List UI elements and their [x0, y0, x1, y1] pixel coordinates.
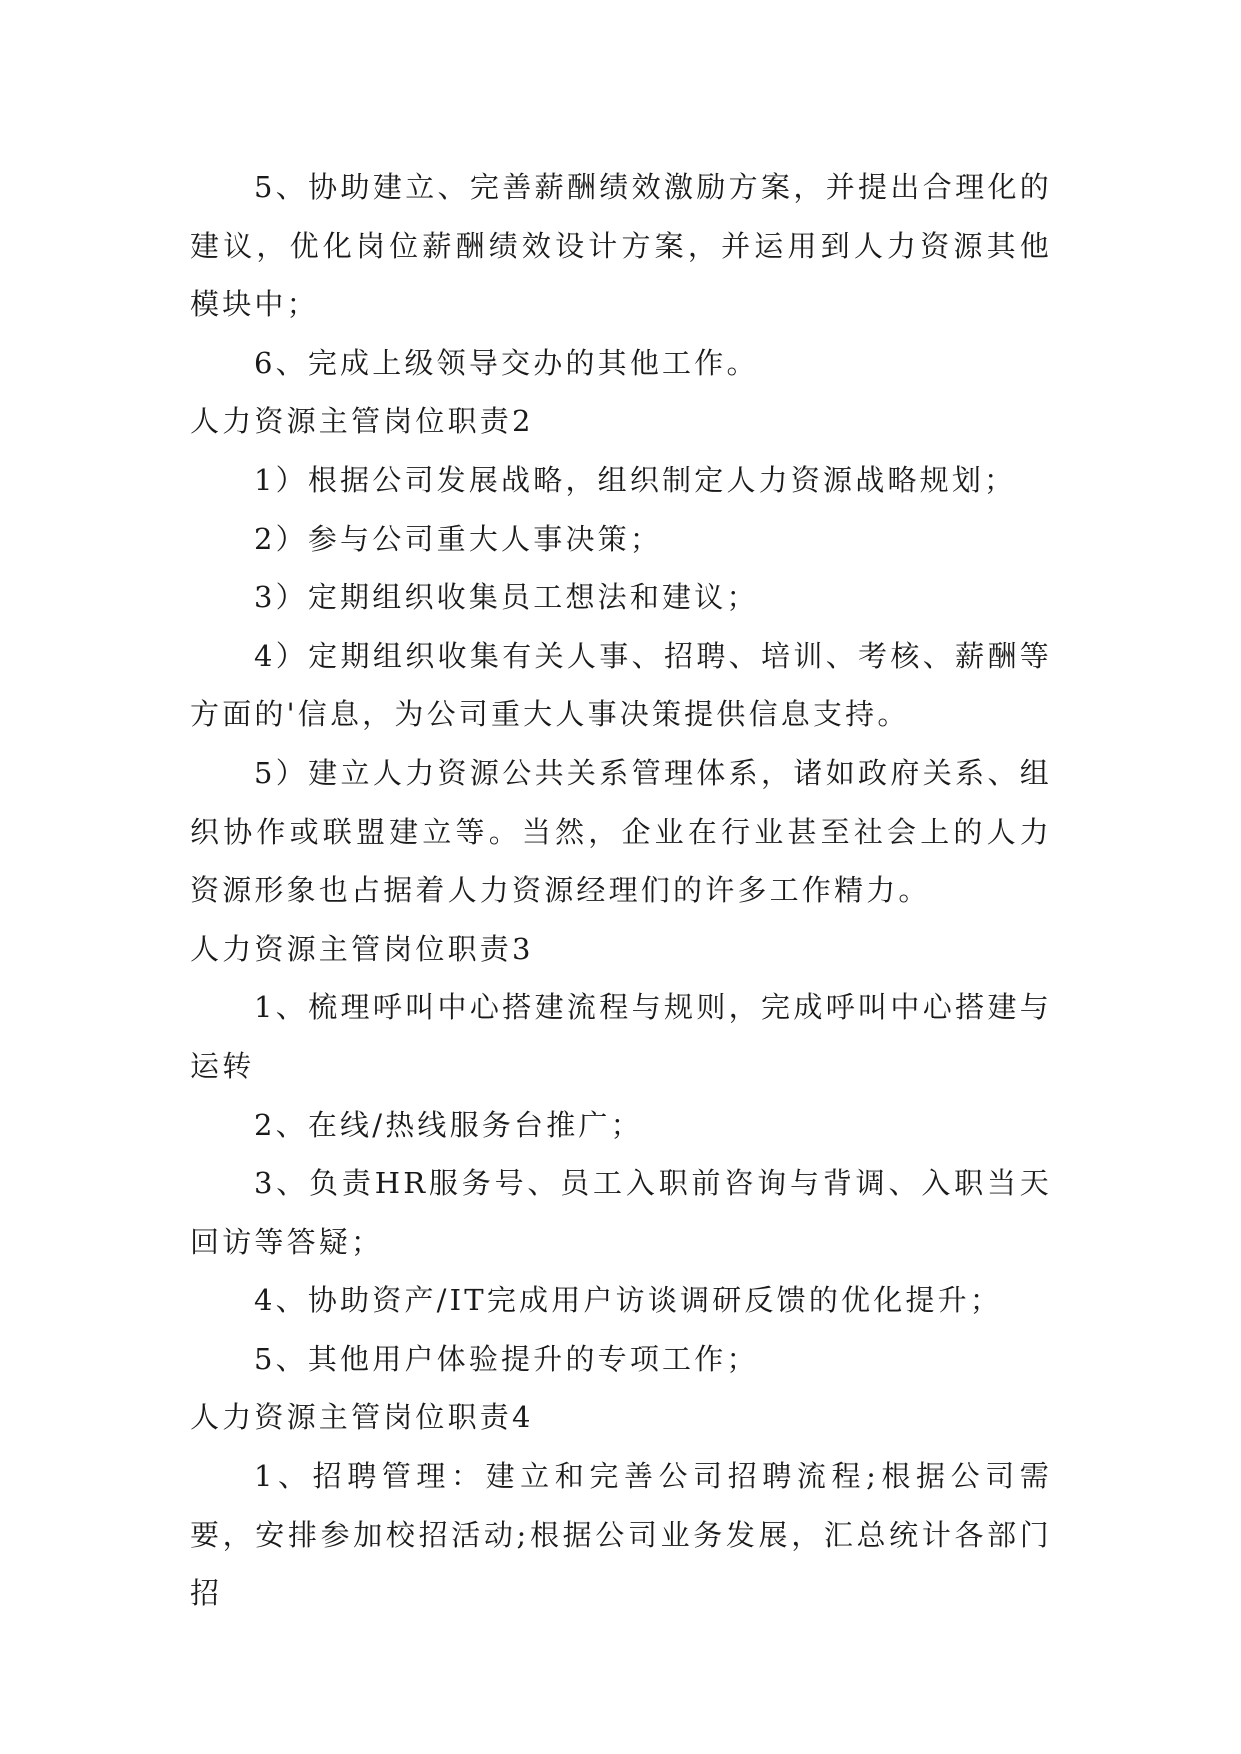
paragraph-other-tasks: 6、完成上级领导交办的其他工作。 — [254, 345, 759, 380]
section-heading-3: 人力资源主管岗位职责3 — [190, 931, 534, 966]
paragraph-hr-service-account: 3、负责HR服务号、员工入职前咨询与背调、入职当天回访等答疑； — [190, 1166, 1052, 1259]
paragraph-public-relations: 5）建立人力资源公共关系管理体系，诸如政府关系、组织协作或联盟建立等。当然，企业在行业甚至社会上的人力资源形象也占据着人力资源经理们的许多工作精力。 — [190, 755, 1052, 908]
section-heading-2: 人力资源主管岗位职责2 — [190, 404, 534, 439]
paragraph-user-interviews: 4、协助资产/IT完成用户访谈调研反馈的优化提升； — [254, 1283, 1003, 1318]
paragraph-employee-feedback: 3）定期组织收集员工想法和建议； — [254, 580, 759, 615]
section-heading-4: 人力资源主管岗位职责4 — [190, 1400, 534, 1435]
paragraph-salary-performance: 5、协助建立、完善薪酬绩效激励方案，并提出合理化的建议，优化岗位薪酬绩效设计方案，并运用到人力资源其他模块中； — [190, 170, 1052, 322]
paragraph-personnel-decisions: 2）参与公司重大人事决策； — [254, 521, 663, 556]
paragraph-user-experience: 5、其他用户体验提升的专项工作； — [254, 1341, 759, 1376]
paragraph-information-collection: 4）定期组织收集有关人事、招聘、培训、考核、薪酬等方面的'信息，为公司重大人事决策提供信息支持。 — [190, 638, 1052, 732]
document-body — [190, 158, 1052, 1623]
paragraph-call-center: 1、梳理呼叫中心搭建流程与规则，完成呼叫中心搭建与运转 — [190, 990, 1052, 1083]
paragraph-service-desk: 2、在线/热线服务台推广； — [254, 1107, 643, 1142]
paragraph-recruitment-management: 1、招聘管理：建立和完善公司招聘流程;根据公司需要，安排参加校招活动;根据公司业务发展，汇总统计各部门招 — [190, 1459, 1052, 1611]
paragraph-strategy-planning: 1）根据公司发展战略，组织制定人力资源战略规划； — [254, 462, 1017, 497]
